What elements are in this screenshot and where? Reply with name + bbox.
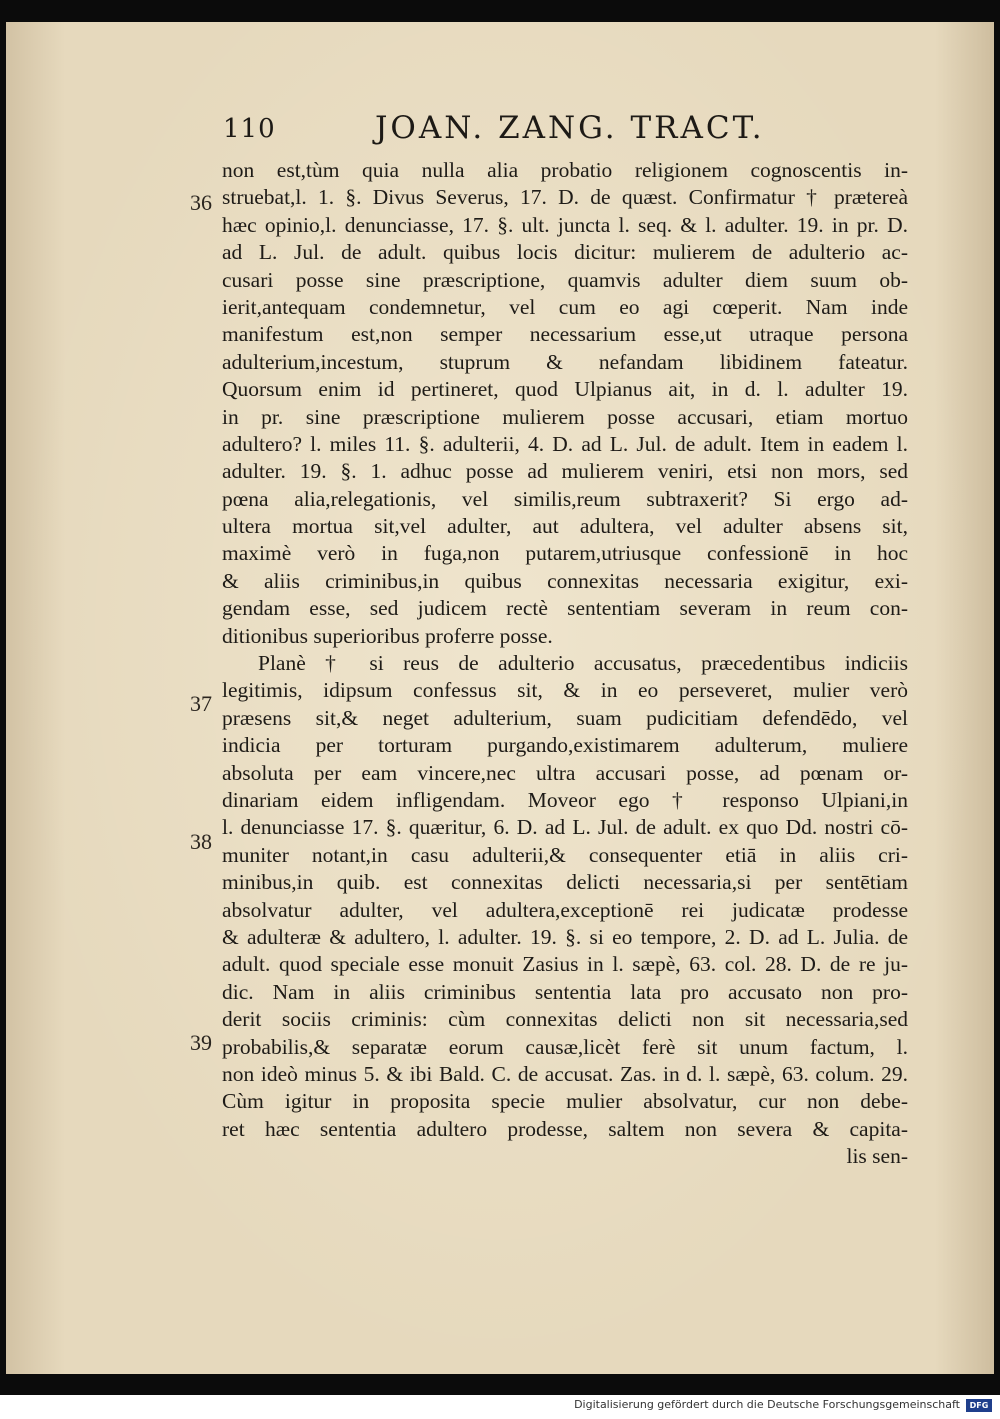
text-line: Cùm igitur in proposita specie mulier absolvatur, cur non debe- [222, 1089, 908, 1114]
text-line: ad L. Jul. de adult. quibus locis dicitur: mulierem de adulterio ac- [222, 240, 908, 265]
text-line: ierit,antequam condemnetur, vel cum eo agi cœperit. Nam inde [222, 294, 908, 319]
text-line: probabilis,& separatæ eorum causæ,licèt ferè sit unum factum, l. [222, 1034, 908, 1059]
text-line: derit sociis criminis: cùm connexitas delicti non sit necessaria,sed [222, 1007, 908, 1032]
text-line: adulterium,incestum, stuprum & nefandam libidinem fateatur. [222, 349, 908, 374]
text-line: adult. quod speciale esse monuit Zasius in l. sæpè, 63. col. 28. D. de re ju- [222, 952, 908, 977]
catchword: lis sen- [846, 1144, 908, 1169]
text-line: hæc opinio,l. denunciasse, 17. §. ult. juncta l. seq. & l. adulter. 19. in pr. D. [222, 212, 908, 237]
text-line: pœna alia,relegationis, vel similis,reum subtraxerit? Si ergo ad- [222, 486, 908, 511]
text-line: legitimis, idipsum confessus sit, & in eo perseveret, mulier verò [222, 678, 908, 703]
digitization-footer [0, 1395, 1000, 1419]
margin-number: 38 [190, 829, 212, 854]
text-line: gendam esse, sed judicem rectè sententiam severam in reum con- [222, 596, 908, 621]
text-line: adultero? l. miles 11. §. adulterii, 4. D. ad L. Jul. de adult. Item in eadem l. [222, 431, 908, 456]
text-line: dic. Nam in aliis criminibus sententia lata pro accusato non pro- [222, 979, 908, 1004]
text-line: in pr. sine præscriptione mulierem posse accusari, etiam mortuo [222, 404, 908, 429]
text-line: minibus,in quib. est connexitas delicti necessaria,si per sentētiam [222, 870, 908, 895]
text-line: absoluta per eam vincere,nec ultra accusari posse, ad pœnam or- [222, 760, 908, 785]
text-line: manifestum est,non semper necessarium esse,ut utraque persona [222, 322, 908, 347]
text-line: absolvatur adulter, vel adultera,exceptionē rei judicatæ prodesse [222, 897, 908, 922]
body-text [222, 157, 908, 1170]
dfg-logo-icon: DFG [966, 1399, 992, 1412]
page-header [223, 110, 923, 154]
margin-number: 36 [190, 190, 212, 215]
text-line: & aliis criminibus,in quibus connexitas necessaria exigitur, exi- [222, 568, 908, 593]
page-number: 110 [223, 114, 276, 144]
text-line: maximè verò in fuga,non putarem,utriusque confessionē in hoc [222, 541, 908, 566]
text-line: adulter. 19. §. 1. adhuc posse ad mulierem veniri, etsi non mors, sed [222, 459, 908, 484]
text-line: dinariam eidem infligendam. Moveor ego † responso Ulpiani,in [222, 787, 908, 812]
text-line: ret hæc sententia adultero prodesse, saltem non severa & capita- [222, 1116, 908, 1141]
text-line: l. denunciasse 17. §. quæritur, 6. D. ad L. Jul. de adult. ex quo Dd. nostri cō- [222, 815, 908, 840]
text-line: non est,tùm quia nulla alia probatio religionem cognoscentis in- [222, 158, 908, 182]
text-line: cusari posse sine præscriptione, quamvis adulter diem suum ob- [222, 267, 908, 292]
text-line: Quorsum enim id pertineret, quod Ulpianus ait, in d. l. adulter 19. [222, 377, 908, 402]
text-line: muniter notant,in casu adulterii,& consequenter etiā in aliis cri- [222, 842, 908, 867]
text-line: non ideò minus 5. & ibi Bald. C. de accusat. Zas. in d. l. sæpè, 63. colum. 29. [222, 1061, 908, 1086]
text-line: & adulteræ & adultero, l. adulter. 19. §. si eo tempore, 2. D. ad L. Julia. de [222, 924, 908, 949]
text-line: struebat,l. 1. §. Divus Severus, 17. D. de quæst. Confirmatur † prætereà [222, 185, 908, 210]
margin-number: 39 [190, 1030, 212, 1055]
text-line: ultera mortua sit,vel adulter, aut adultera, vel adulter absens sit, [222, 514, 908, 539]
text-line: ditionibus superioribus proferre posse. [222, 623, 553, 648]
footer-credit: Digitalisierung gefördert durch die Deutsche Forschungsgemeinschaft [574, 1398, 960, 1411]
text-line: Planè † si reus de adulterio accusatus, præcedentibus indiciis [258, 651, 908, 676]
margin-number: 37 [190, 691, 212, 716]
running-head: JOAN. ZANG. TRACT. [375, 110, 765, 146]
text-line: indicia per torturam purgando,existimarem adulterum, muliere [222, 733, 908, 758]
text-line: præsens sit,& neget adulterium, suam pudicitiam defendēdo, vel [222, 705, 908, 730]
